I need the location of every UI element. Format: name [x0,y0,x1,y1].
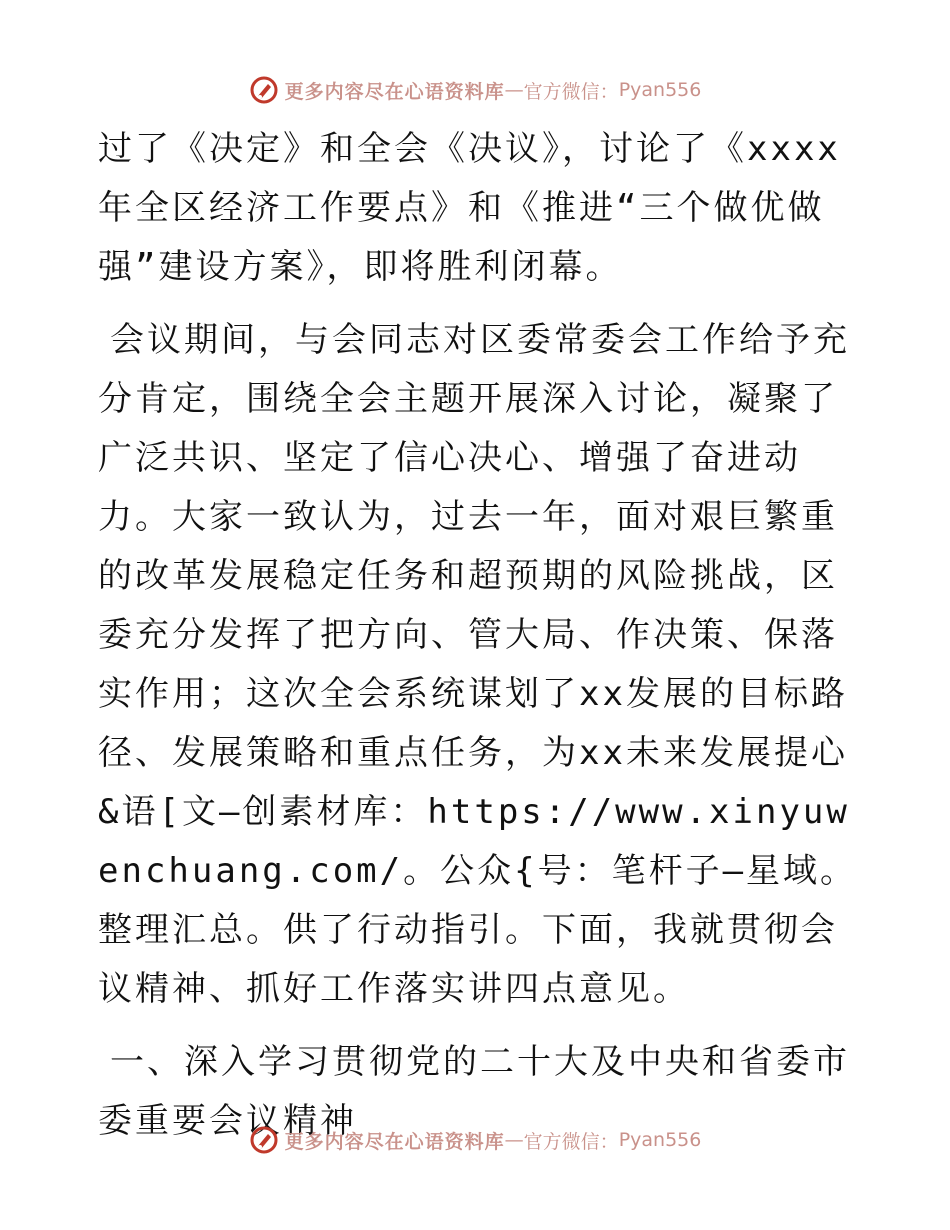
document-body [98,120,858,1151]
banner-wechat-label: 官方微信： [523,1130,619,1153]
header-watermark-banner [0,70,950,110]
pen-nib-circle-icon [249,75,279,105]
banner-dash: — [504,79,524,101]
pen-nib-circle-icon [249,1125,279,1155]
footer-watermark-banner [0,1120,950,1160]
paragraph-continuation: 过了《决定》和全会《决议》，讨论了《xxxx年全区经济工作要点》和《推进“三个做优做强”建设方案》，即将胜利闭幕。 [98,129,841,287]
banner-main-text: 更多内容尽在心语资料库 [284,80,505,103]
banner-wechat-id: Pyan556 [618,79,702,101]
banner-wechat-label: 官方微信： [523,80,619,103]
banner-wechat-id: Pyan556 [618,1129,702,1151]
banner-dash: — [504,1129,524,1151]
paragraph-meeting: 会议期间，与会同志对区委常委会工作给予充分肯定，围绕全会主题开展深入讨论，凝聚了广泛共识、坚定了信心决心、增强了奋进动力。大家一致认为，过去一年，面对艰巨繁重的改革发展稳定任务和超预期的风险挑战，区委充分发挥了把方向、管大局、作决策、保落实作用；这次全会系统谋划了xx发展的目标路径、发展策略和重点任务，为xx未来发展提心&语[文—创素材库：https://www.xinyuwenchuang.com/。公众{号：笔杆子—星域。整理汇总。供了行动指引。下面，我就贯彻会议精神、抓好工作落实讲四点意见。 [98,320,858,1009]
banner-main-text: 更多内容尽在心语资料库 [284,1130,505,1153]
section-heading-one: 一、深入学习贯彻党的二十大及中央和省委市委重要会议精神 [98,1042,850,1141]
